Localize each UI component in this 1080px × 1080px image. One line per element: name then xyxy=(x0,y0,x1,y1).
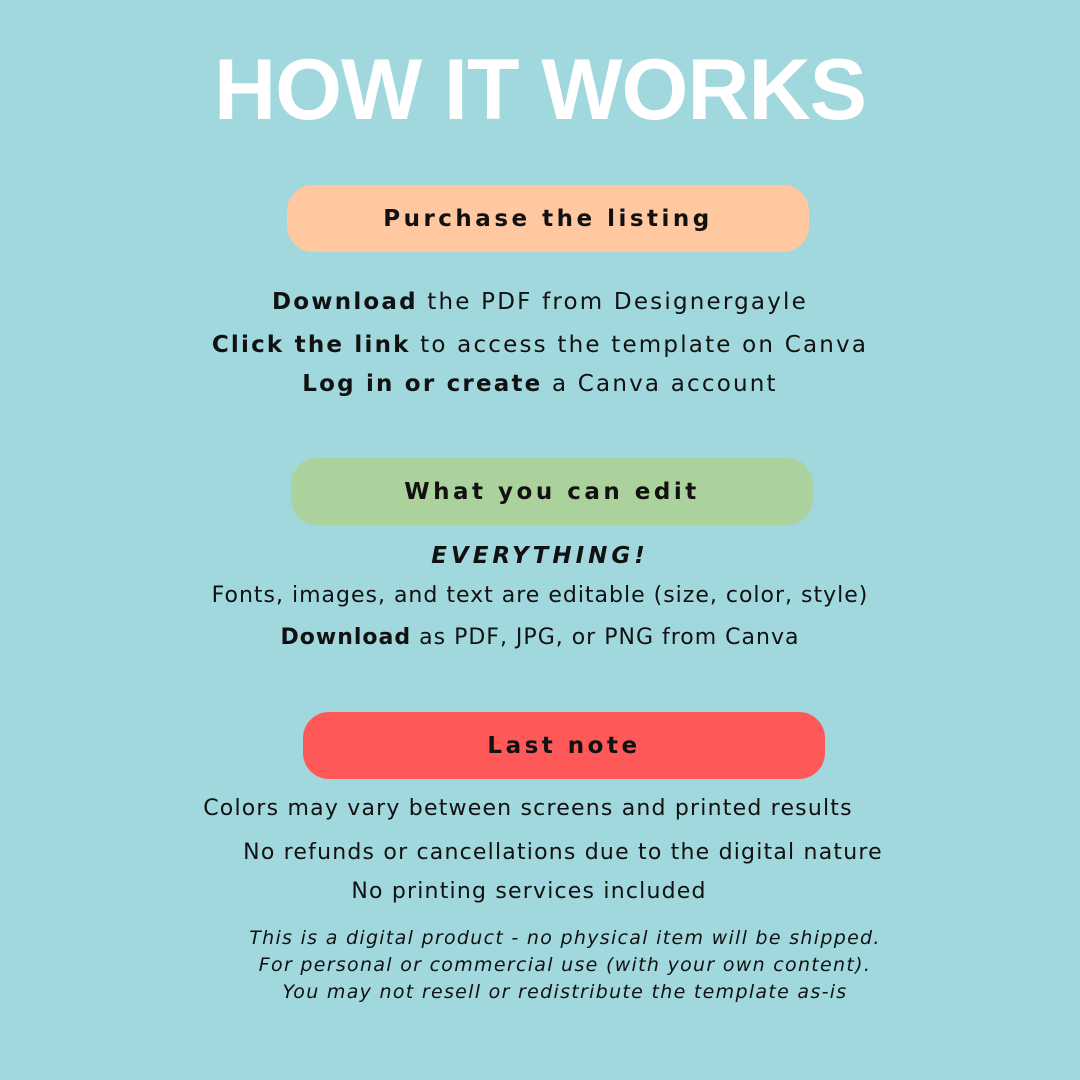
note-heading-pill xyxy=(303,712,825,779)
edit-description: Fonts, images, and text are editable (size, color, style) xyxy=(211,583,869,608)
edit-heading-pill xyxy=(291,458,813,525)
fine-print-digital: This is a digital product - no physical item will be shipped. xyxy=(249,927,881,949)
purchase-step-download-text: the PDF from Designergayle xyxy=(417,289,808,315)
fine-print-use: For personal or commercial use (with your own content). xyxy=(258,954,872,976)
purchase-step-download xyxy=(0,287,1080,317)
note-heading: Last note xyxy=(487,732,641,759)
edit-download-text: as PDF, JPG, or PNG from Canva xyxy=(411,625,800,650)
edit-download-bold: Download xyxy=(280,625,412,650)
page-title: HOW IT WORKS xyxy=(213,42,867,138)
fine-print-resell: You may not resell or redistribute the template as-is xyxy=(282,981,848,1003)
purchase-step-login-bold: Log in or create xyxy=(302,371,543,397)
purchase-heading-pill xyxy=(287,185,809,252)
note-printing: No printing services included xyxy=(351,879,707,904)
purchase-step-click-link-bold: Click the link xyxy=(211,332,411,358)
purchase-heading: Purchase the listing xyxy=(383,205,713,232)
note-colors: Colors may vary between screens and printed results xyxy=(203,796,853,821)
purchase-step-login xyxy=(0,369,1080,399)
edit-emphasis: EVERYTHING! xyxy=(431,543,649,569)
purchase-step-click-link-text: to access the template on Canva xyxy=(410,332,869,358)
purchase-step-click-link xyxy=(0,330,1080,360)
edit-heading: What you can edit xyxy=(404,478,700,505)
edit-download-formats xyxy=(0,623,1080,653)
purchase-step-login-text: a Canva account xyxy=(542,371,778,397)
purchase-step-download-bold: Download xyxy=(272,289,418,315)
note-refunds: No refunds or cancellations due to the digital nature xyxy=(243,840,883,865)
